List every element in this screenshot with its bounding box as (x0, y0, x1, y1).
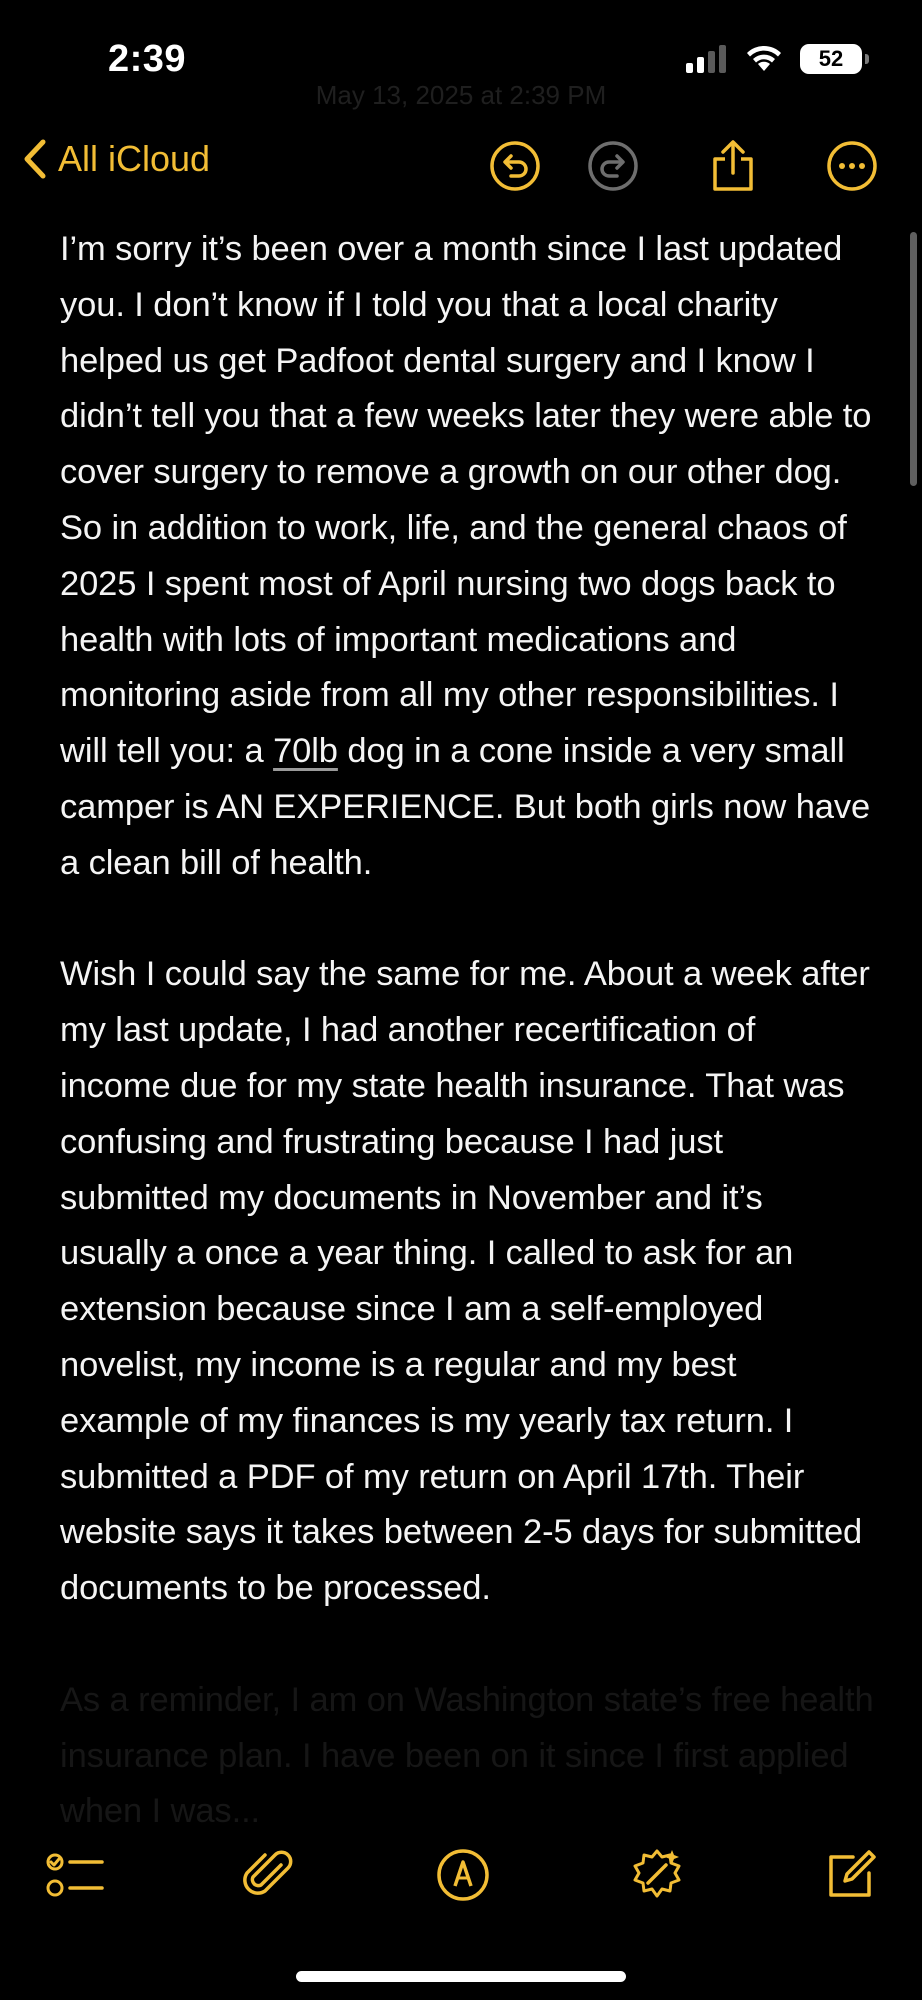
note-paragraph-faded: As a reminder, I am on Washington state’s free health insurance plan. I have been on it since I first applied when I was... (60, 1680, 874, 1831)
share-icon (709, 139, 757, 193)
more-icon (826, 140, 878, 192)
writing-tools-button[interactable] (622, 1840, 692, 1910)
more-options-button[interactable] (824, 138, 880, 194)
scrollbar[interactable] (910, 232, 917, 486)
home-indicator[interactable] (296, 1971, 626, 1982)
share-button[interactable] (705, 138, 761, 194)
paragraph-spacer (60, 1617, 875, 1673)
cellular-signal-icon (686, 45, 728, 73)
chevron-left-icon (22, 138, 48, 180)
undo-button[interactable] (487, 138, 543, 194)
attach-button[interactable] (234, 1840, 304, 1910)
markup-button[interactable] (428, 1840, 498, 1910)
bottom-toolbar (0, 1840, 922, 1920)
back-button[interactable] (22, 138, 210, 180)
note-body[interactable] (60, 222, 875, 1840)
status-time: 2:39 (108, 38, 187, 80)
status-icons (686, 44, 862, 74)
undo-icon (489, 140, 541, 192)
note-paragraph: Wish I could say the same for me. About a week after my last update, I had another recertification of income due for my state health insurance. That was confusing and frustrating because I had just submitted my documents in November and it’s usually a once a year thing. I called to ask for an extension because since I am a self-employed novelist, my income is a regular and my best example of my finances is my yearly tax return. I submitted a PDF of my return on April 17th. Their website says it takes between 2-5 days for submitted documents to be processed. (60, 955, 870, 1608)
note-date: May 13, 2025 at 2:39 PM (315, 80, 607, 110)
back-button-label: All iCloud (58, 138, 211, 179)
note-paragraph (60, 222, 875, 892)
redo-button[interactable] (585, 138, 641, 194)
redo-icon (587, 140, 639, 192)
battery-level: 52 (818, 46, 844, 71)
note-text: I’m sorry it’s been over a month since I last updated you. I don’t know if I told you that a local charity helped us get Padfoot dental surgery and I know I didn’t tell you that a few weeks later they were able to cover surgery to remove a growth on our other dog. So in addition to work, life, and the general chaos of 2025 I spent most of April nursing two dogs back to health with lots of important medications and monitoring aside from all my other responsibilities. I will tell you: a (60, 230, 872, 771)
checklist-icon (46, 1850, 104, 1900)
battery-indicator (800, 44, 862, 74)
markup-pen-icon (436, 1848, 490, 1902)
writing-tools-icon (628, 1846, 686, 1904)
compose-icon (823, 1847, 879, 1903)
wifi-icon (744, 44, 784, 74)
compose-button[interactable] (816, 1840, 886, 1910)
status-bar (0, 0, 922, 120)
paragraph-spacer (60, 892, 875, 948)
note-text: dog in a cone inside a very small camper is AN EXPERIENCE. But both girls now have a clean bill of health. (60, 732, 871, 882)
nav-bar (0, 130, 922, 200)
paperclip-icon (241, 1847, 297, 1903)
measurement-link[interactable]: 70lb (273, 732, 338, 771)
checklist-button[interactable] (40, 1840, 110, 1910)
